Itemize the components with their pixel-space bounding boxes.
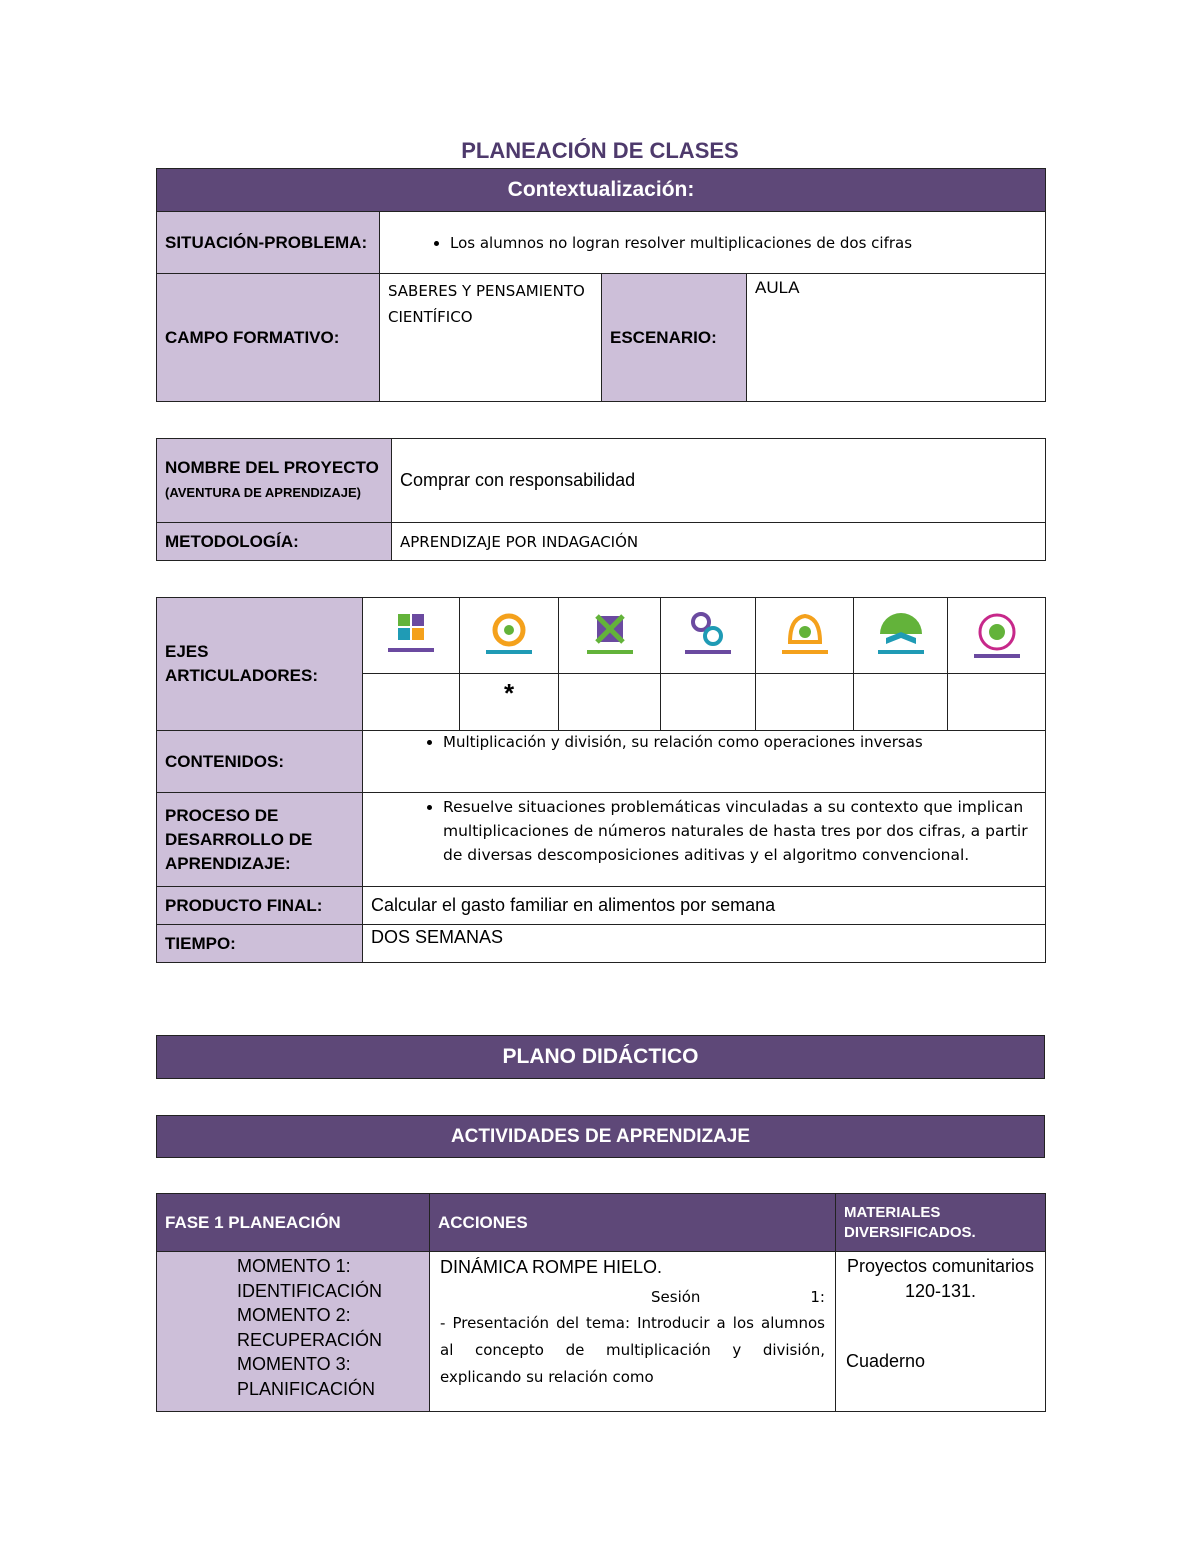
phase-table	[156, 1193, 1046, 1412]
plan-header-table	[156, 1035, 1045, 1079]
context-table	[156, 168, 1046, 402]
moment-2-label: MOMENTO 2:	[237, 1305, 351, 1325]
product-value: Calcular el gasto familiar en alimentos por semana	[363, 887, 1046, 925]
field-label: CAMPO FORMATIVO:	[157, 274, 380, 402]
pda-value: • Resuelve situaciones problemáticas vinculadas a su contexto que implican multiplicaciones de números naturales de hasta tres por dos cifras, a partir de diversas descomposiciones aditivas y el algoritmo convencional.	[443, 795, 1037, 867]
moments-cell	[157, 1252, 430, 1412]
axis-mark-3	[559, 674, 661, 731]
axis-mark-1	[363, 674, 460, 731]
apropiacion-culturas-lectura-logo-icon	[866, 608, 936, 664]
situation-label: SITUACIÓN-PROBLEMA:	[157, 212, 380, 274]
moment-3-label: MOMENTO 3:	[237, 1354, 351, 1374]
inclusion-logo-icon	[376, 608, 446, 664]
time-label: TIEMPO:	[157, 925, 363, 963]
action-title: DINÁMICA ROMPE HIELO.	[440, 1257, 663, 1277]
pensamiento-critico-logo-icon	[474, 608, 544, 664]
methodology-label: METODOLOGÍA:	[157, 523, 392, 561]
materials-col-header: MATERIALES DIVERSIFICADOS.	[836, 1194, 1046, 1252]
scenario-label: ESCENARIO:	[602, 274, 747, 402]
page-title: PLANEACIÓN DE CLASES	[461, 138, 739, 163]
vida-saludable-logo-icon	[770, 608, 840, 664]
artes-experiencias-esteticas-logo-icon	[962, 608, 1032, 664]
moment-1-name: IDENTIFICACIÓN	[237, 1280, 383, 1301]
material-1: Proyectos comunitarios 120-131.	[846, 1256, 1035, 1301]
phase-col-header: FASE 1 PLANEACIÓN	[157, 1194, 430, 1252]
material-2: Cuaderno	[846, 1351, 926, 1371]
product-label: PRODUCTO FINAL:	[157, 887, 363, 925]
moment-1-label: MOMENTO 1:	[237, 1256, 351, 1276]
context-header: Contextualización:	[157, 169, 1046, 212]
axes-table	[156, 597, 1046, 963]
moment-3-name: PLANIFICACIÓN	[237, 1378, 376, 1399]
contents-label: CONTENIDOS:	[157, 731, 363, 793]
project-table	[156, 438, 1046, 561]
activities-header-table	[156, 1115, 1045, 1158]
methodology-value: APRENDIZAJE POR INDAGACIÓN	[392, 523, 1046, 561]
time-value: DOS SEMANAS	[363, 925, 1046, 963]
axis-mark-7	[948, 674, 1046, 731]
actions-col-header: ACCIONES	[430, 1194, 836, 1252]
axis-mark-4	[661, 674, 756, 731]
materials-cell	[836, 1252, 1046, 1412]
project-name-value: Comprar con responsabilidad	[392, 439, 1046, 523]
moment-2-name: RECUPERACIÓN	[237, 1329, 383, 1350]
contents-value: • Multiplicación y división, su relación como operaciones inversas	[443, 733, 1037, 751]
axes-label: EJES ARTICULADORES:	[157, 598, 363, 731]
scenario-value: AULA	[747, 274, 1046, 402]
session-number: 1:	[810, 1288, 825, 1306]
interculturalidad-critica-logo-icon	[575, 608, 645, 664]
axis-mark-5	[756, 674, 854, 731]
actions-cell	[430, 1252, 836, 1412]
project-name-sublabel: (AVENTURA DE APRENDIZAJE)	[165, 485, 361, 500]
action-text: - Presentación del tema: Introducir a los alumnos al concepto de multiplicación y división, explicando su relación como	[440, 1314, 825, 1386]
plan-header: PLANO DIDÁCTICO	[157, 1036, 1045, 1079]
session-word: Sesión	[651, 1288, 701, 1306]
axis-mark-2: *	[460, 674, 559, 731]
field-value: SABERES Y PENSAMIENTO CIENTÍFICO	[380, 274, 602, 402]
activities-header: ACTIVIDADES DE APRENDIZAJE	[157, 1116, 1045, 1158]
situation-value: • Los alumnos no logran resolver multiplicaciones de dos cifras	[450, 234, 1037, 252]
igualdad-de-genero-logo-icon	[673, 608, 743, 664]
axis-mark-6	[854, 674, 948, 731]
project-name-label: NOMBRE DEL PROYECTO	[165, 458, 379, 477]
pda-label: PROCESO DE DESARROLLO DE APRENDIZAJE:	[157, 793, 363, 887]
